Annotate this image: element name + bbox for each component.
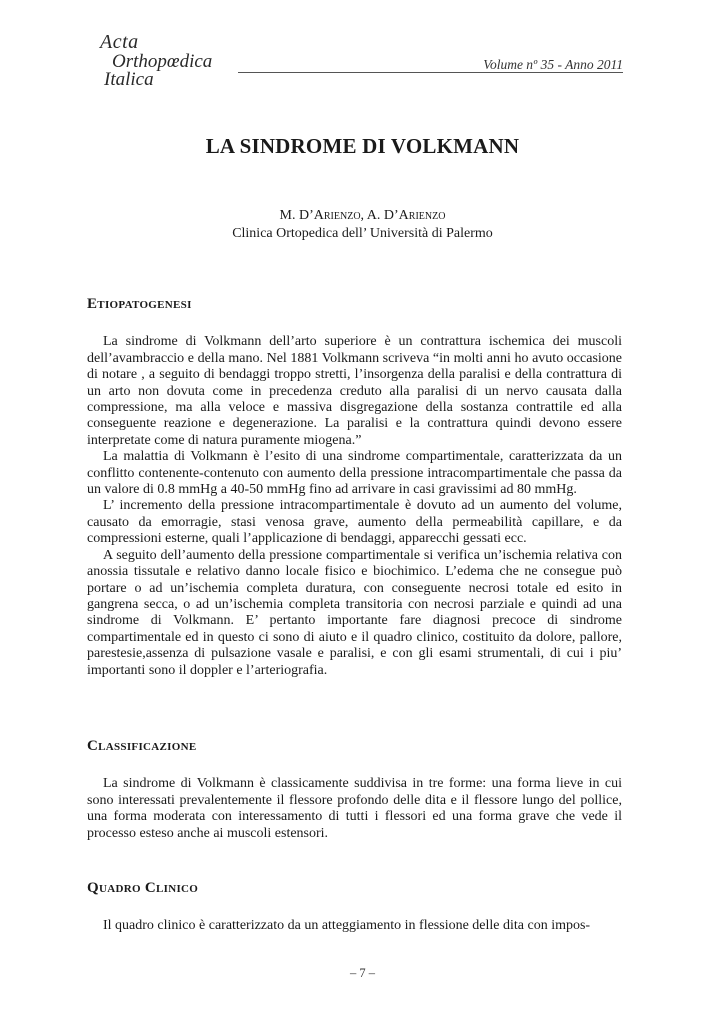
section-heading: Etiopatogenesi <box>87 296 192 312</box>
logo-line-orthopaedica: Orthopœdica <box>112 51 213 72</box>
paragraph: Il quadro clinico è caratterizzato da un atteggiamento in flessione delle dita con impos- <box>103 918 591 934</box>
author-1-initial: M. D’ <box>279 208 314 223</box>
paragraph: A seguito dell’aumento della pressione compartimentale si verifica un’ischemia relativa con anossia tissutale e relativo danno locale fisico e biochimico. L’edema che ne consegue può portare o ad un’ischemia completa duratura, con conseguente necrosi totale ed esito in gangrena secca, o ad un’ischemia completa transitoria con necrosi parziale e quindi ad una sindrome di Volkmann. E’ pertanto importante fare diagnosi precoce di sindrome compartimentale ed in questo ci sono di aiuto e il quadro clinico, costituito da dolore, pallore, parestesie,assenza di pulsazione vasale e paralisi, e con gli esami strumentali, di cui i piu’ importanti sono il doppler e l’arteriografia. <box>87 547 622 678</box>
author-affiliation: Clinica Ortopedica dell’ Università di Palermo <box>232 226 493 241</box>
page-number: – 7 – <box>350 966 375 980</box>
author-2-surname: Arienzo <box>398 208 446 223</box>
article-title: LA SINDROME DI VOLKMANN <box>205 134 520 158</box>
section-classificazione <box>87 738 622 842</box>
volume-info: Volume nº 35 - Anno 2011 <box>483 57 623 72</box>
author-separator: , A. D’ <box>360 208 399 223</box>
paragraph: L’ incremento della pressione intracompartimentale è dovuto ad un aumento del volume, causato da emorragie, stasi venosa grave, aumento della permeabilità capillare, e da compressioni esterne, quali l’applicazione di bendaggi, apparecchi gessati ecc. <box>87 498 622 547</box>
logo-line-italica: Italica <box>104 69 154 90</box>
paragraph: La sindrome di Volkmann è classicamente suddivisa in tre forme: una forma lieve in cui sono interessati prevalentemente il flessore profondo delle dita e il flessore lungo del pollice, una forma moderata con interessamento di tutti i flessori ed una forma grave che vede il processo esteso anche ai muscoli estensori. <box>87 776 622 841</box>
article-authors <box>0 208 725 224</box>
paragraph: La sindrome di Volkmann dell’arto superiore è un contrattura ischemica dei muscoli dell’avambraccio e della mano. Nel 1881 Volkmann scriveva “in molti anni ho avuto occasione di notare , a seguito di bendaggi troppo stretti, l’insorgenza della paralisi e della contrattura di un arto non dovuta come in precedenza creduto alla paralisi di un nervo causata dalla compressione, ma alla veloce e massiva disgregazione della sostanza contrattile ed alla conseguente reazione e degenerazione. La paralisi e la contrattura quindi devono essere interpretate come di natura puramente miogena.” <box>87 334 622 448</box>
section-etiopatogenesi <box>87 296 622 679</box>
section-quadro-clinico <box>87 880 622 935</box>
paragraph: La malattia di Volkmann è l’esito di una sindrome compartimentale, caratterizzata da un conflitto contenente-contenuto con aumento della pressione intracompartimentale che passa da un valore di 0.8 mmHg a 40-50 mmHg fino ad arrivare in casi gravissimi ad 80 mmHg. <box>87 449 622 498</box>
section-heading: Classificazione <box>87 738 197 754</box>
logo-line-acta: Acta <box>100 31 139 53</box>
author-1-surname: Arienzo <box>313 208 361 223</box>
section-heading: Quadro Clinico <box>87 880 199 896</box>
journal-logo <box>78 26 238 92</box>
